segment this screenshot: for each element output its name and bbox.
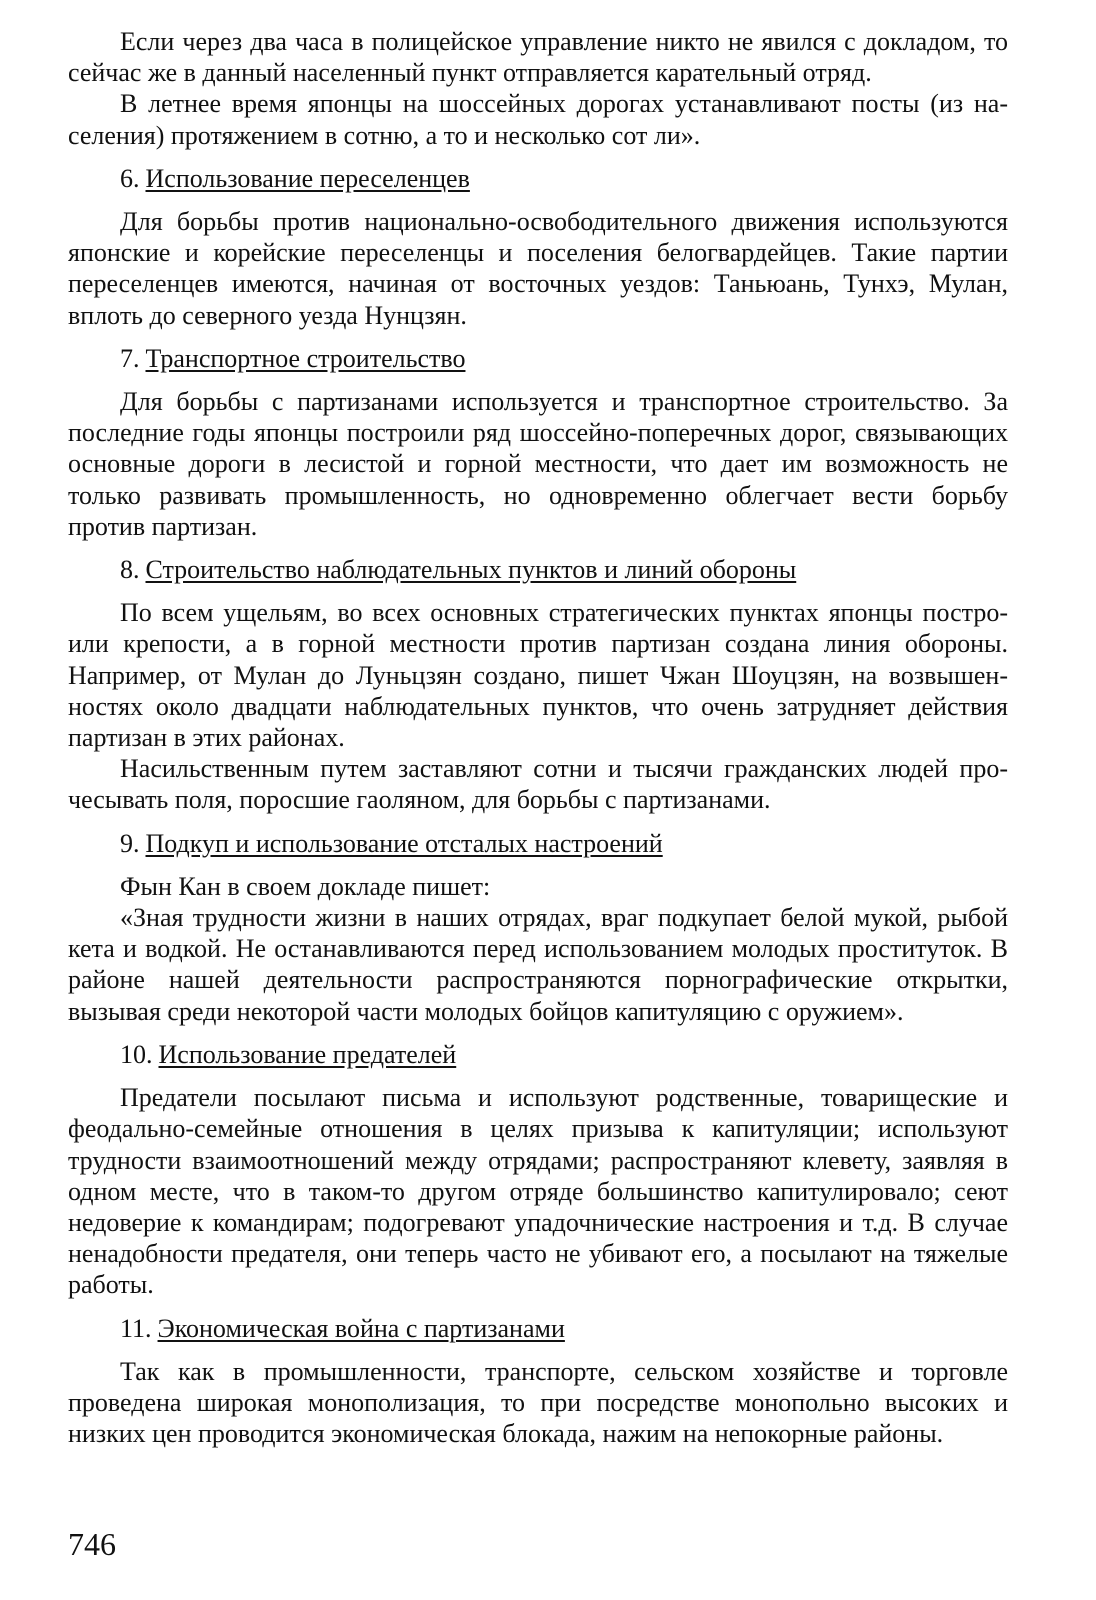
section-number: 10.	[120, 1039, 153, 1069]
section-number: 11.	[120, 1313, 152, 1343]
section-paragraph: Для борьбы против национально-освободительного движения используются японские и корейские переселенцы и поселения белогвардейцев. Такие партии переселенцев имеются, начиная от восточных уездов: Таньюань, Тунхэ, Мулан, вплоть до северного уезда Нунцзян.	[68, 207, 1008, 330]
intro-paragraph-1: Если через два часа в полицейское управление никто не явился с докладом, то сейчас же в данный населенный пункт отправляется карательный отряд.	[68, 27, 1008, 88]
section-paragraph: Предатели посылают письма и используют родственные, товарищеские и феодально-семейные отношения в целях призыва к капитуляции; используют трудности взаимоотношений между отрядами; распространяют клевету, заявляя в одном месте, что в таком-то другом отряде большинство капитулировало; сеют недоверие к командирам; подогревают упадочнические настроения и т.д. В случае ненадобности предателя, они теперь часто не убивают его, а посылают на тяжелые работы.	[68, 1083, 1008, 1300]
section-paragraph: Насильственным путем заставляют сотни и тысячи гражданских людей прочесывать поля, поросшие гаоляном, для борьбы с партизанами.	[68, 754, 1008, 815]
section-heading	[68, 163, 1008, 194]
section-heading	[68, 554, 1008, 585]
section-paragraph: Так как в промышленности, транспорте, сельском хозяйстве и торговле проведена широкая монополизация, то при посредстве монопольно высоких и низких цен проводится экономическая блокада, нажим на непокорные районы.	[68, 1356, 1008, 1449]
section-heading	[68, 1313, 1008, 1344]
section-title: Подкуп и использование отсталых настроений	[145, 828, 663, 858]
section-number: 9.	[120, 828, 140, 858]
section-title: Использование предателей	[158, 1039, 457, 1069]
section-number: 7.	[120, 343, 140, 373]
section-number: 8.	[120, 555, 140, 585]
section-8	[68, 554, 1008, 816]
section-title: Экономическая война с партизанами	[157, 1313, 565, 1343]
page-number: 746	[68, 1526, 116, 1562]
section-heading	[68, 1039, 1008, 1070]
section-heading	[68, 343, 1008, 374]
section-6	[68, 163, 1008, 331]
section-quote: «Зная трудности жизни в наших отрядах, враг подкупает белой мукой, рыбой кета и водкой. Не останавливаются перед использованием молодых проституток. В районе нашей деятельности распространяются порнографические открытки, вызывая среди некоторой части молодых бойцов капитуляцию с оружием».	[68, 903, 1008, 1026]
section-title: Строительство наблюдательных пунктов и линий обороны	[145, 555, 797, 585]
section-paragraph: По всем ущельям, во всех основных стратегических пунктах японцы построили крепости, а в горной местности против партизан создана линия обороны. Например, от Мулан до Луньцзян создано, пишет Чжан Шоуцзян, на возвышенностях около двадцати наблюдательных пунктов, что очень затрудняет действия партизан в этих районах.	[68, 598, 1008, 753]
section-9	[68, 828, 1008, 1027]
section-title: Транспортное строительство	[145, 343, 466, 373]
section-heading	[68, 828, 1008, 859]
intro-paragraph-2: В летнее время японцы на шоссейных дорогах устанавливают посты (из населения) протяжением в сотню, а то и несколько сот ли».	[68, 89, 1008, 150]
section-7	[68, 343, 1008, 542]
section-10	[68, 1039, 1008, 1301]
section-11	[68, 1313, 1008, 1450]
section-paragraph: Фын Кан в своем докладе пишет:	[120, 871, 491, 901]
section-title: Использование переселенцев	[145, 163, 470, 193]
section-number: 6.	[120, 163, 140, 193]
section-paragraph: Для борьбы с партизанами используется и транспортное строительство. За последние годы японцы построили ряд шоссейно-поперечных дорог, связывающих основные дороги в лесистой и горной местности, что дает им возможность не только развивать промышленность, но одновременно облегчает вести борьбу против партизан.	[68, 387, 1008, 541]
